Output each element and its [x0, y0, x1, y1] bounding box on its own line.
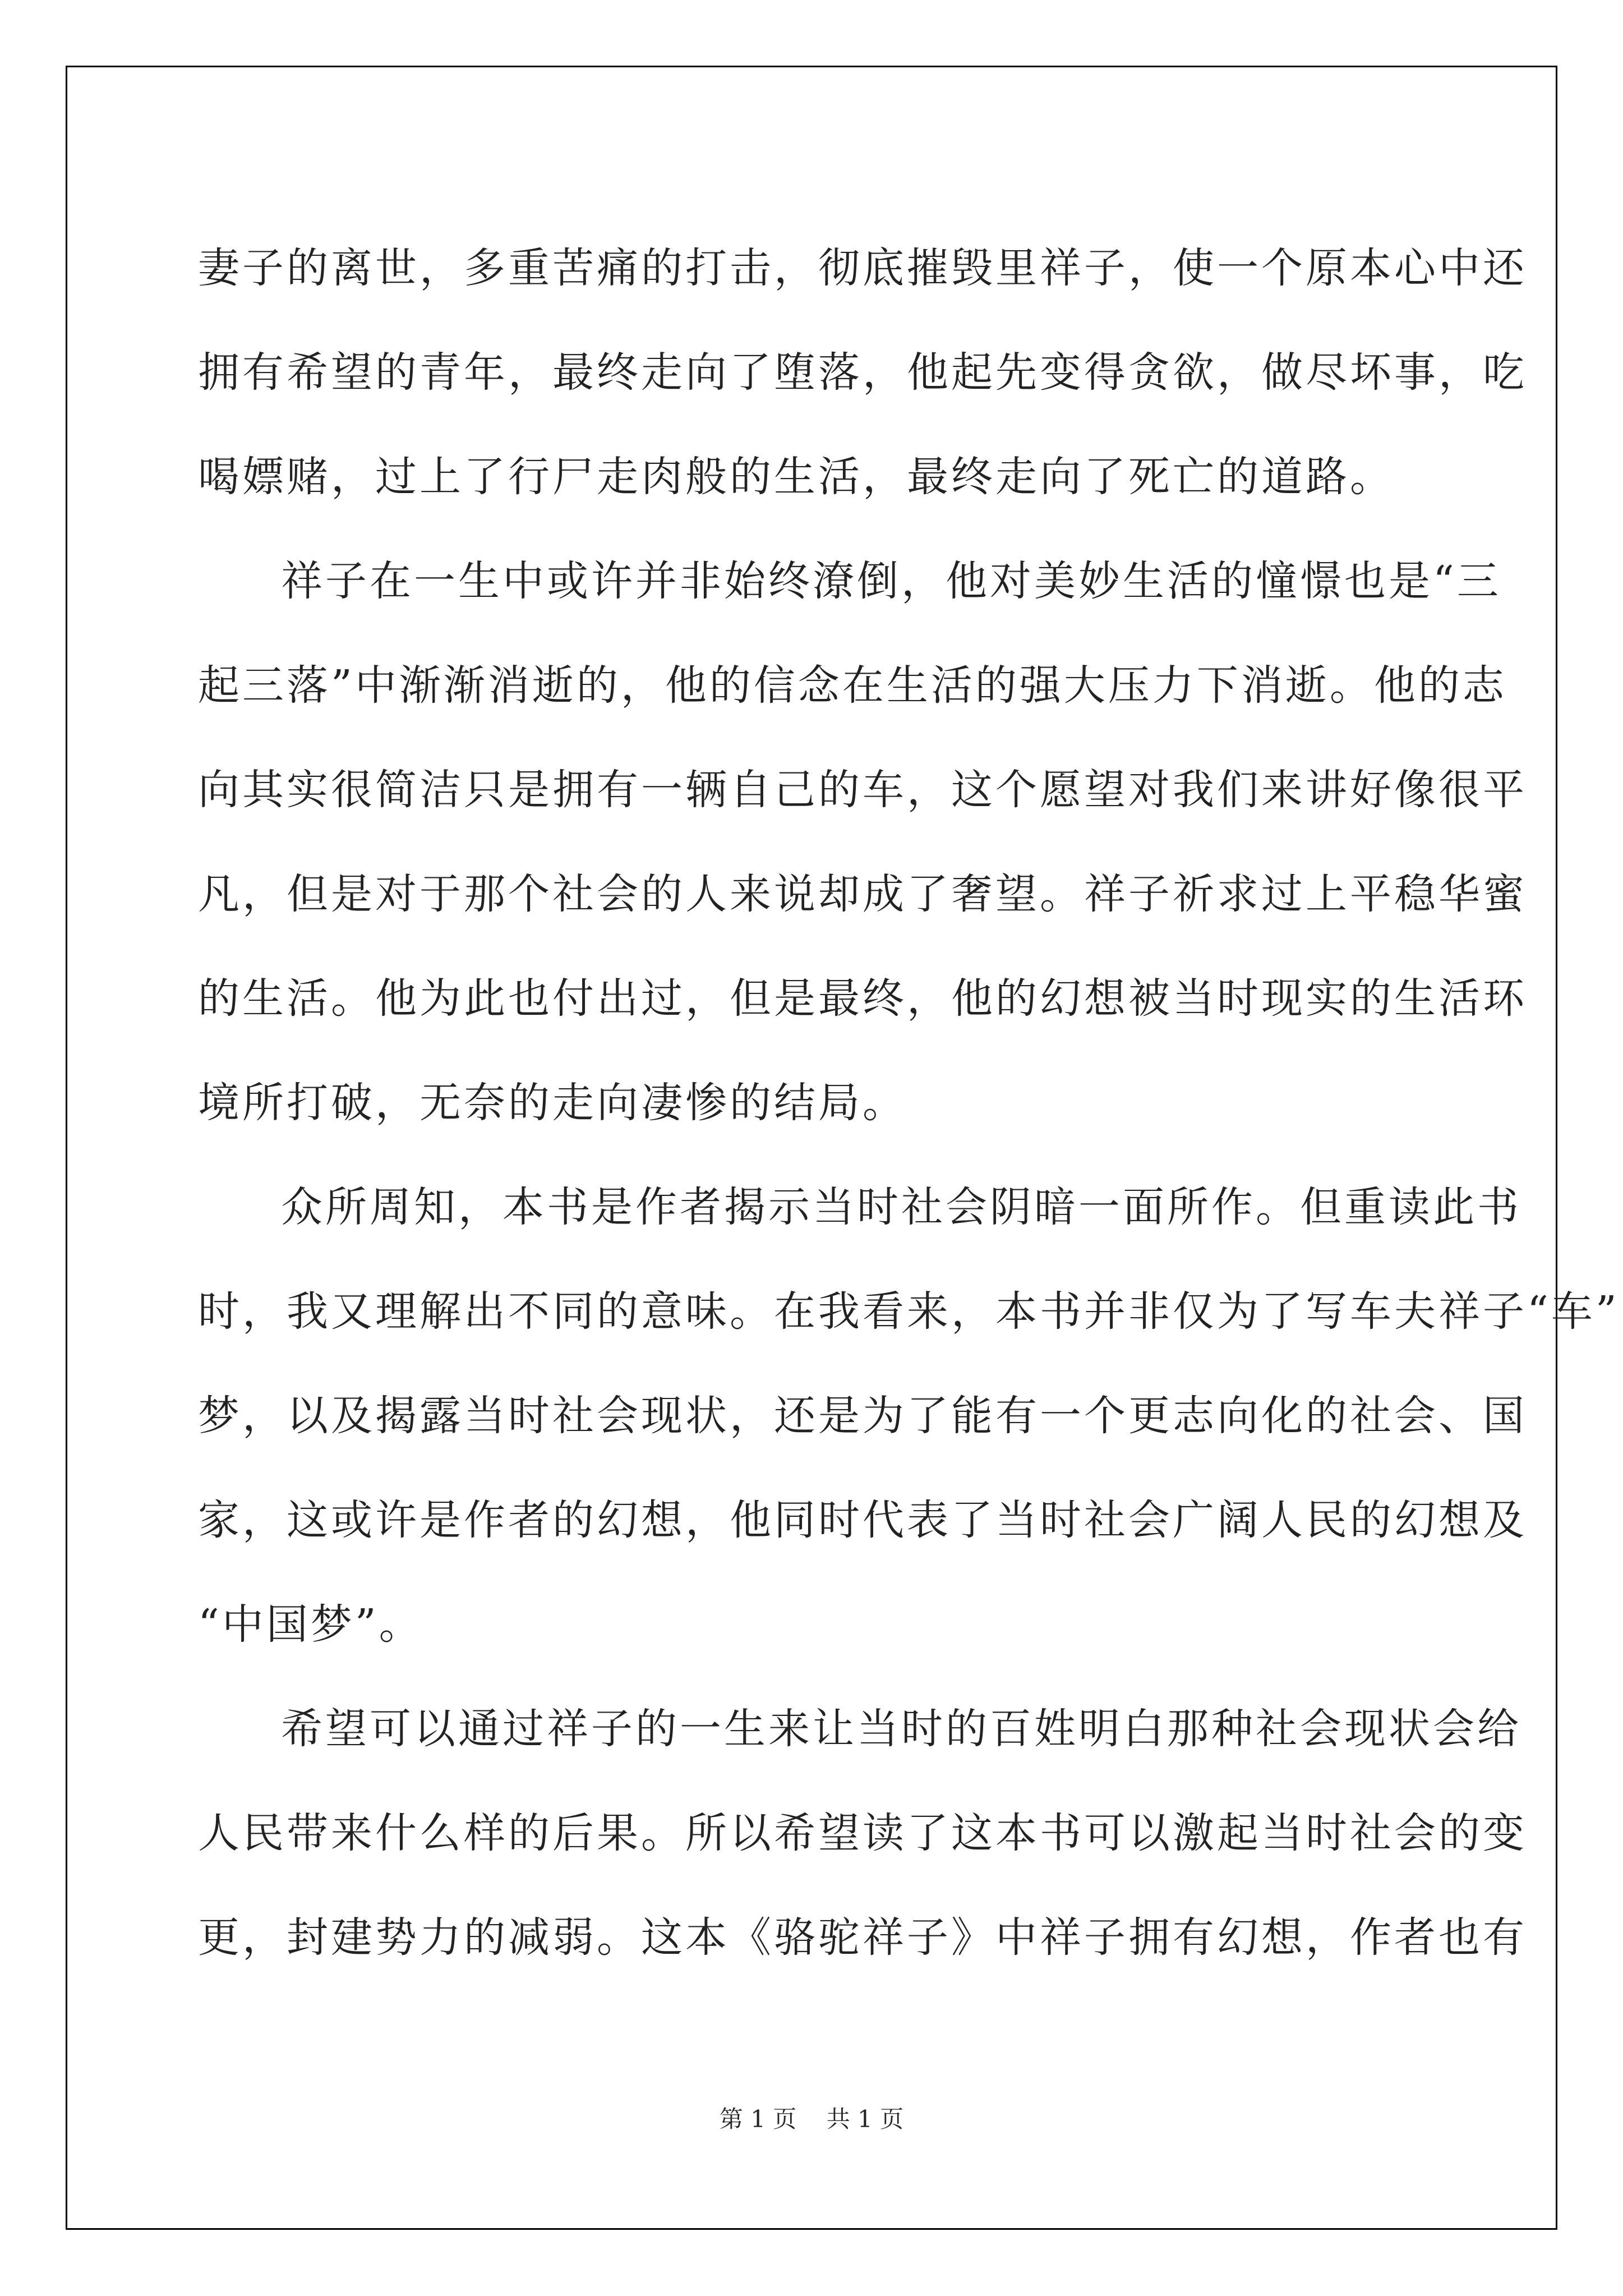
text-line: 时，我又理解出不同的意味。在我看来，本书并非仅为了写车夫祥子“车”: [198, 1287, 1620, 1336]
text-line: 境所打破，无奈的走向凄惨的结局。: [198, 1079, 907, 1127]
document-body: [198, 216, 1620, 1990]
paragraph-1: [198, 216, 1527, 529]
text-line: 拥有希望的青年，最终走向了堕落，他起先变得贪欲，做尽坏事，吃: [198, 348, 1527, 397]
text-line: 凡，但是对于那个社会的人来说却成了奢望。祥子祈求过上平稳华蜜: [198, 870, 1527, 918]
text-line: 的生活。他为此也付出过，但是最终，他的幻想被当时现实的生活环: [198, 974, 1527, 1023]
text-line: 向其实很简洁只是拥有一辆自己的车，这个愿望对我们来讲好像很平: [198, 766, 1527, 814]
paragraph-4: [198, 1677, 1527, 1990]
text-line: 希望可以通过祥子的一生来让当时的百姓明白那种社会现状会给: [281, 1705, 1521, 1753]
text-line: 喝嫖赌，过上了行尸走肉般的生活，最终走向了死亡的道路。: [198, 453, 1394, 501]
text-line: 更，封建势力的减弱。这本《骆驼祥子》中祥子拥有幻想，作者也有: [198, 1913, 1527, 1962]
text-line: 众所周知，本书是作者揭示当时社会阴暗一面所作。但重读此书: [281, 1183, 1521, 1231]
paragraph-2: [198, 529, 1527, 1155]
text-line: 梦，以及揭露当时社会现状，还是为了能有一个更志向化的社会、国: [198, 1392, 1527, 1440]
paragraph-3: [198, 1155, 1620, 1677]
text-line: 祥子在一生中或许并非始终潦倒，他对美妙生活的憧憬也是“三: [281, 557, 1501, 605]
text-line: 家，这或许是作者的幻想，他同时代表了当时社会广阔人民的幻想及: [198, 1496, 1527, 1544]
text-line: “中国梦”。: [198, 1600, 423, 1649]
text-line: 人民带来什么样的后果。所以希望读了这本书可以激起当时社会的变: [198, 1809, 1527, 1857]
page-number-footer: 第 1 页 共 1 页: [719, 2105, 904, 2133]
text-line: 妻子的离世，多重苦痛的打击，彻底摧毁里祥子，使一个原本心中还: [198, 244, 1527, 292]
text-line: 起三落”中渐渐消逝的，他的信念在生活的强大压力下消逝。他的志: [198, 661, 1507, 710]
